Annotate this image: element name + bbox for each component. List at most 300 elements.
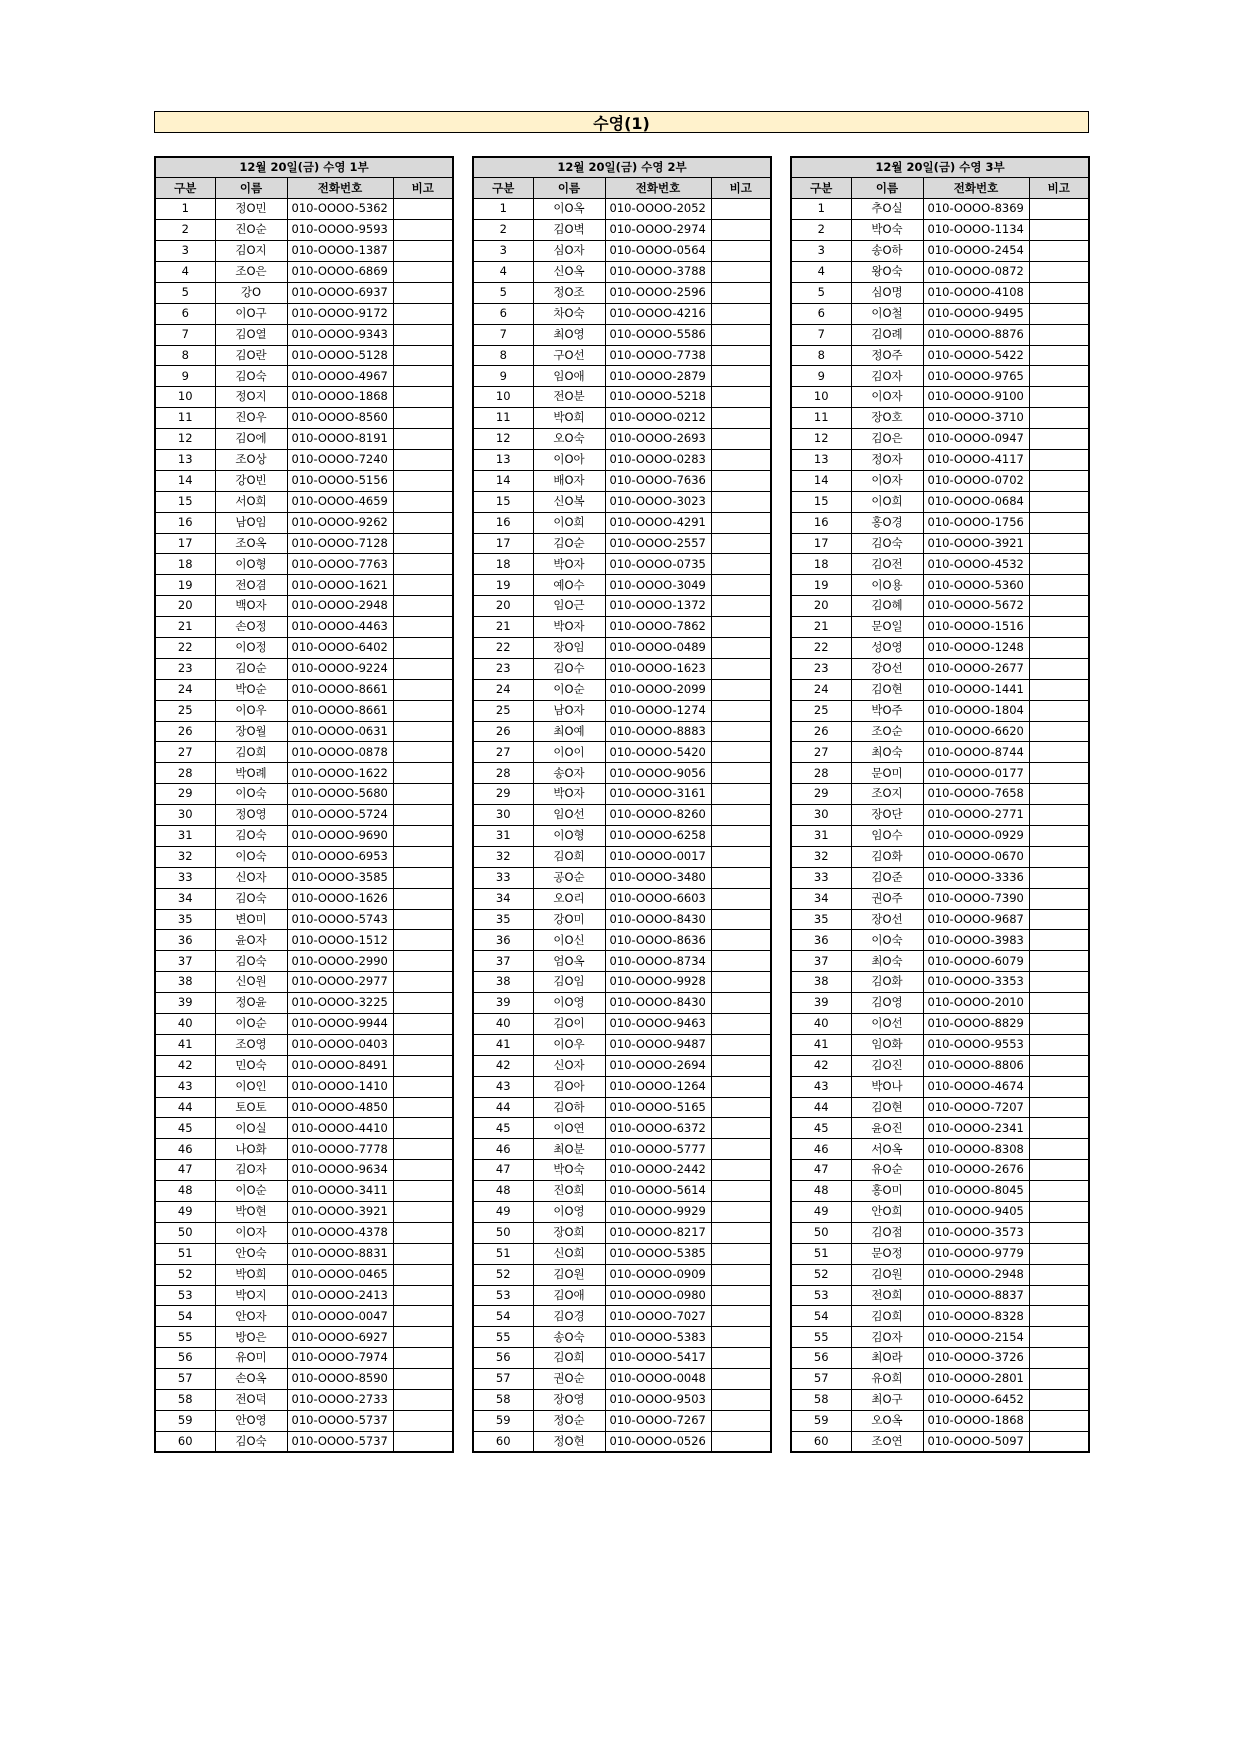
table-row xyxy=(473,1181,771,1202)
phone-number: 010-OOOO-9405 xyxy=(923,1202,1029,1223)
note-cell xyxy=(393,241,453,262)
table-row xyxy=(473,554,771,575)
table-row xyxy=(473,930,771,951)
row-number: 15 xyxy=(473,491,533,512)
phone-number: 010-OOOO-3983 xyxy=(923,930,1029,951)
phone-number: 010-OOOO-0489 xyxy=(605,637,711,658)
row-number: 27 xyxy=(473,742,533,763)
note-cell xyxy=(1029,909,1089,930)
note-cell xyxy=(1029,1390,1089,1411)
row-number: 5 xyxy=(791,282,851,303)
note-cell xyxy=(1029,993,1089,1014)
caption-row xyxy=(791,157,1089,178)
person-name: 박O숙 xyxy=(533,1160,605,1181)
phone-number: 010-OOOO-7267 xyxy=(605,1410,711,1431)
row-number: 32 xyxy=(791,846,851,867)
row-number: 20 xyxy=(473,596,533,617)
person-name: 김O지 xyxy=(215,241,287,262)
row-number: 36 xyxy=(791,930,851,951)
row-number: 11 xyxy=(473,408,533,429)
person-name: 신O옥 xyxy=(533,261,605,282)
note-cell xyxy=(393,1369,453,1390)
table-row xyxy=(473,826,771,847)
table-row xyxy=(155,846,453,867)
note-cell xyxy=(393,930,453,951)
note-cell xyxy=(1029,867,1089,888)
phone-number: 010-OOOO-8260 xyxy=(605,805,711,826)
table-row xyxy=(791,1348,1089,1369)
note-cell xyxy=(711,1034,771,1055)
note-cell xyxy=(1029,387,1089,408)
person-name: 정O영 xyxy=(215,805,287,826)
table-row xyxy=(155,387,453,408)
note-cell xyxy=(1029,1431,1089,1452)
row-number: 2 xyxy=(473,220,533,241)
table-row xyxy=(473,345,771,366)
person-name: 박O자 xyxy=(533,784,605,805)
person-name: 이O희 xyxy=(851,491,923,512)
table-row xyxy=(791,1306,1089,1327)
row-number: 49 xyxy=(155,1202,215,1223)
phone-number: 010-OOOO-8560 xyxy=(287,408,393,429)
phone-number: 010-OOOO-3353 xyxy=(923,972,1029,993)
table-row xyxy=(155,867,453,888)
table-row xyxy=(473,491,771,512)
row-number: 35 xyxy=(473,909,533,930)
person-name: 김O수 xyxy=(533,658,605,679)
phone-number: 010-OOOO-6927 xyxy=(287,1327,393,1348)
phone-number: 010-OOOO-2010 xyxy=(923,993,1029,1014)
phone-number: 010-OOOO-9495 xyxy=(923,303,1029,324)
row-number: 42 xyxy=(473,1055,533,1076)
note-cell xyxy=(711,554,771,575)
phone-number: 010-OOOO-0564 xyxy=(605,241,711,262)
phone-number: 010-OOOO-9687 xyxy=(923,909,1029,930)
table-row xyxy=(473,867,771,888)
person-name: 임O선 xyxy=(533,805,605,826)
note-cell xyxy=(711,470,771,491)
note-cell xyxy=(393,261,453,282)
person-name: 이O순 xyxy=(215,1181,287,1202)
table-row xyxy=(155,1202,453,1223)
row-number: 8 xyxy=(473,345,533,366)
phone-number: 010-OOOO-3726 xyxy=(923,1348,1029,1369)
note-cell xyxy=(393,826,453,847)
note-cell xyxy=(393,888,453,909)
row-number: 9 xyxy=(473,366,533,387)
person-name: 이O자 xyxy=(851,387,923,408)
phone-number: 010-OOOO-2677 xyxy=(923,658,1029,679)
row-number: 28 xyxy=(473,763,533,784)
table-row xyxy=(791,1097,1089,1118)
phone-number: 010-OOOO-9172 xyxy=(287,303,393,324)
phone-number: 010-OOOO-0670 xyxy=(923,846,1029,867)
phone-number: 010-OOOO-5777 xyxy=(605,1139,711,1160)
row-number: 29 xyxy=(791,784,851,805)
note-cell xyxy=(393,1348,453,1369)
table-row xyxy=(473,1222,771,1243)
table-row xyxy=(473,199,771,220)
table-row xyxy=(155,805,453,826)
header-row xyxy=(791,178,1089,199)
row-number: 43 xyxy=(155,1076,215,1097)
phone-number: 010-OOOO-3585 xyxy=(287,867,393,888)
person-name: 안O영 xyxy=(215,1410,287,1431)
person-name: 박O희 xyxy=(215,1264,287,1285)
note-cell xyxy=(1029,512,1089,533)
row-number: 33 xyxy=(473,867,533,888)
row-number: 34 xyxy=(473,888,533,909)
table-row xyxy=(791,846,1089,867)
person-name: 김O전 xyxy=(851,554,923,575)
person-name: 이O이 xyxy=(533,742,605,763)
phone-number: 010-OOOO-9593 xyxy=(287,220,393,241)
person-name: 안O숙 xyxy=(215,1243,287,1264)
note-cell xyxy=(393,303,453,324)
table-row xyxy=(791,993,1089,1014)
note-cell xyxy=(393,617,453,638)
note-cell xyxy=(711,1348,771,1369)
row-number: 37 xyxy=(791,951,851,972)
person-name: 김O화 xyxy=(851,972,923,993)
row-number: 12 xyxy=(155,429,215,450)
note-cell xyxy=(393,742,453,763)
phone-number: 010-OOOO-0465 xyxy=(287,1264,393,1285)
phone-number: 010-OOOO-4117 xyxy=(923,449,1029,470)
note-cell xyxy=(393,554,453,575)
note-cell xyxy=(1029,324,1089,345)
phone-number: 010-OOOO-1264 xyxy=(605,1076,711,1097)
table-row xyxy=(791,930,1089,951)
table-row xyxy=(473,408,771,429)
person-name: 정O지 xyxy=(215,387,287,408)
table-row xyxy=(791,575,1089,596)
person-name: 안O희 xyxy=(851,1202,923,1223)
phone-number: 010-OOOO-5128 xyxy=(287,345,393,366)
row-number: 4 xyxy=(155,261,215,282)
table-row xyxy=(791,951,1089,972)
row-number: 6 xyxy=(155,303,215,324)
note-cell xyxy=(711,1431,771,1452)
table-row xyxy=(791,700,1089,721)
phone-number: 010-OOOO-5422 xyxy=(923,345,1029,366)
person-name: 전O덕 xyxy=(215,1390,287,1411)
table-row xyxy=(155,888,453,909)
row-number: 60 xyxy=(473,1431,533,1452)
phone-number: 010-OOOO-8369 xyxy=(923,199,1029,220)
phone-number: 010-OOOO-4674 xyxy=(923,1076,1029,1097)
row-number: 51 xyxy=(791,1243,851,1264)
note-cell xyxy=(393,763,453,784)
row-number: 14 xyxy=(155,470,215,491)
person-name: 전O겸 xyxy=(215,575,287,596)
table-row xyxy=(791,261,1089,282)
row-number: 28 xyxy=(155,763,215,784)
note-cell xyxy=(711,784,771,805)
phone-number: 010-OOOO-7390 xyxy=(923,888,1029,909)
row-number: 14 xyxy=(791,470,851,491)
table-row xyxy=(473,1139,771,1160)
row-number: 30 xyxy=(473,805,533,826)
row-number: 5 xyxy=(155,282,215,303)
note-cell xyxy=(1029,1369,1089,1390)
note-cell xyxy=(1029,1327,1089,1348)
note-cell xyxy=(393,491,453,512)
row-number: 10 xyxy=(155,387,215,408)
note-cell xyxy=(711,888,771,909)
row-number: 22 xyxy=(473,637,533,658)
row-number: 54 xyxy=(155,1306,215,1327)
note-cell xyxy=(393,1202,453,1223)
phone-number: 010-OOOO-1621 xyxy=(287,575,393,596)
table-row xyxy=(791,429,1089,450)
row-number: 13 xyxy=(473,449,533,470)
note-cell xyxy=(1029,742,1089,763)
row-number: 50 xyxy=(473,1222,533,1243)
note-cell xyxy=(711,220,771,241)
person-name: 조O지 xyxy=(851,784,923,805)
table-row xyxy=(155,1264,453,1285)
note-cell xyxy=(711,1055,771,1076)
caption-row xyxy=(155,157,453,178)
table-row xyxy=(791,533,1089,554)
note-cell xyxy=(711,596,771,617)
note-cell xyxy=(711,1369,771,1390)
person-name: 김O원 xyxy=(533,1264,605,1285)
row-number: 38 xyxy=(791,972,851,993)
row-number: 39 xyxy=(155,993,215,1014)
note-cell xyxy=(711,1285,771,1306)
phone-number: 010-OOOO-1626 xyxy=(287,888,393,909)
person-name: 정O윤 xyxy=(215,993,287,1014)
row-number: 6 xyxy=(473,303,533,324)
table-row xyxy=(791,199,1089,220)
note-cell xyxy=(393,345,453,366)
note-cell xyxy=(1029,261,1089,282)
phone-number: 010-OOOO-2948 xyxy=(287,596,393,617)
note-cell xyxy=(1029,763,1089,784)
person-name: 이O영 xyxy=(533,993,605,1014)
phone-number: 010-OOOO-3336 xyxy=(923,867,1029,888)
phone-number: 010-OOOO-1756 xyxy=(923,512,1029,533)
note-cell xyxy=(711,1306,771,1327)
header-note: 비고 xyxy=(1029,178,1089,199)
person-name: 최O영 xyxy=(533,324,605,345)
person-name: 문O미 xyxy=(851,763,923,784)
note-cell xyxy=(1029,1285,1089,1306)
person-name: 홍O경 xyxy=(851,512,923,533)
table-row xyxy=(791,512,1089,533)
phone-number: 010-OOOO-2879 xyxy=(605,366,711,387)
row-number: 16 xyxy=(791,512,851,533)
table-row xyxy=(155,1306,453,1327)
phone-number: 010-OOOO-8308 xyxy=(923,1139,1029,1160)
person-name: 문O정 xyxy=(851,1243,923,1264)
person-name: 신O복 xyxy=(533,491,605,512)
row-number: 25 xyxy=(791,700,851,721)
person-name: 최O예 xyxy=(533,721,605,742)
table-row xyxy=(791,1160,1089,1181)
table-row xyxy=(473,1285,771,1306)
table-row xyxy=(155,1097,453,1118)
person-name: 김O점 xyxy=(851,1222,923,1243)
person-name: 나O화 xyxy=(215,1139,287,1160)
header-note: 비고 xyxy=(711,178,771,199)
person-name: 김O영 xyxy=(851,993,923,1014)
note-cell xyxy=(393,512,453,533)
phone-number: 010-OOOO-0017 xyxy=(605,846,711,867)
row-number: 51 xyxy=(155,1243,215,1264)
note-cell xyxy=(711,303,771,324)
person-name: 박O숙 xyxy=(851,220,923,241)
person-name: 김O자 xyxy=(851,1327,923,1348)
phone-number: 010-OOOO-8806 xyxy=(923,1055,1029,1076)
note-cell xyxy=(711,826,771,847)
person-name: 이O실 xyxy=(215,1118,287,1139)
person-name: 최O분 xyxy=(533,1139,605,1160)
table-row xyxy=(473,429,771,450)
row-number: 34 xyxy=(791,888,851,909)
table-row xyxy=(155,1160,453,1181)
table-row xyxy=(155,909,453,930)
caption-row xyxy=(473,157,771,178)
person-name: 박O나 xyxy=(851,1076,923,1097)
row-number: 56 xyxy=(473,1348,533,1369)
person-name: 이O인 xyxy=(215,1076,287,1097)
table-row xyxy=(155,742,453,763)
note-cell xyxy=(393,387,453,408)
row-number: 47 xyxy=(155,1160,215,1181)
table-row xyxy=(473,324,771,345)
table-row xyxy=(473,449,771,470)
note-cell xyxy=(1029,303,1089,324)
person-name: 진O우 xyxy=(215,408,287,429)
phone-number: 010-OOOO-2454 xyxy=(923,241,1029,262)
table-row xyxy=(791,554,1089,575)
table-row xyxy=(155,1014,453,1035)
person-name: 오O숙 xyxy=(533,429,605,450)
person-name: 신O희 xyxy=(533,1243,605,1264)
phone-number: 010-OOOO-8744 xyxy=(923,742,1029,763)
note-cell xyxy=(393,1431,453,1452)
row-number: 15 xyxy=(791,491,851,512)
person-name: 김O화 xyxy=(851,846,923,867)
phone-number: 010-OOOO-8831 xyxy=(287,1243,393,1264)
phone-number: 010-OOOO-9100 xyxy=(923,387,1029,408)
phone-number: 010-OOOO-0980 xyxy=(605,1285,711,1306)
phone-number: 010-OOOO-2676 xyxy=(923,1160,1029,1181)
note-cell xyxy=(393,1139,453,1160)
note-cell xyxy=(711,805,771,826)
row-number: 58 xyxy=(155,1390,215,1411)
row-number: 46 xyxy=(473,1139,533,1160)
note-cell xyxy=(393,1181,453,1202)
table-row xyxy=(791,387,1089,408)
note-cell xyxy=(393,1076,453,1097)
row-number: 24 xyxy=(791,679,851,700)
note-cell xyxy=(711,533,771,554)
row-number: 29 xyxy=(473,784,533,805)
person-name: 성O영 xyxy=(851,637,923,658)
note-cell xyxy=(1029,1181,1089,1202)
table-row xyxy=(155,303,453,324)
note-cell xyxy=(393,972,453,993)
note-cell xyxy=(711,1181,771,1202)
session-table-2 xyxy=(472,156,772,1453)
person-name: 김O원 xyxy=(851,1264,923,1285)
row-number: 40 xyxy=(473,1014,533,1035)
phone-number: 010-OOOO-3161 xyxy=(605,784,711,805)
row-number: 8 xyxy=(791,345,851,366)
note-cell xyxy=(711,721,771,742)
note-cell xyxy=(1029,1306,1089,1327)
person-name: 장O영 xyxy=(533,1390,605,1411)
note-cell xyxy=(393,1243,453,1264)
table-row xyxy=(473,1410,771,1431)
note-cell xyxy=(711,324,771,345)
person-name: 이O우 xyxy=(215,700,287,721)
table-row xyxy=(791,1181,1089,1202)
person-name: 박O현 xyxy=(215,1202,287,1223)
phone-number: 010-OOOO-8876 xyxy=(923,324,1029,345)
table-row xyxy=(473,1348,771,1369)
row-number: 44 xyxy=(473,1097,533,1118)
phone-number: 010-OOOO-3921 xyxy=(923,533,1029,554)
phone-number: 010-OOOO-5614 xyxy=(605,1181,711,1202)
person-name: 조O은 xyxy=(215,261,287,282)
note-cell xyxy=(393,846,453,867)
phone-number: 010-OOOO-3023 xyxy=(605,491,711,512)
session-caption: 12월 20일(금) 수영 1부 xyxy=(155,157,453,178)
table-row xyxy=(155,1285,453,1306)
header-name: 이름 xyxy=(851,178,923,199)
row-number: 21 xyxy=(791,617,851,638)
row-number: 25 xyxy=(155,700,215,721)
table-row xyxy=(473,763,771,784)
row-number: 34 xyxy=(155,888,215,909)
table-row xyxy=(155,826,453,847)
person-name: 조O옥 xyxy=(215,533,287,554)
header-row xyxy=(473,178,771,199)
person-name: 심O자 xyxy=(533,241,605,262)
table-row xyxy=(791,1139,1089,1160)
phone-number: 010-OOOO-7240 xyxy=(287,449,393,470)
row-number: 14 xyxy=(473,470,533,491)
table-row xyxy=(473,303,771,324)
person-name: 김O준 xyxy=(851,867,923,888)
note-cell xyxy=(711,763,771,784)
table-row xyxy=(791,763,1089,784)
table-row xyxy=(473,1264,771,1285)
person-name: 정O순 xyxy=(533,1410,605,1431)
note-cell xyxy=(1029,784,1089,805)
header-note: 비고 xyxy=(393,178,453,199)
row-number: 10 xyxy=(473,387,533,408)
note-cell xyxy=(1029,1410,1089,1431)
person-name: 김O숙 xyxy=(215,1431,287,1452)
row-number: 23 xyxy=(791,658,851,679)
row-number: 7 xyxy=(791,324,851,345)
row-number: 23 xyxy=(473,658,533,679)
phone-number: 010-OOOO-9343 xyxy=(287,324,393,345)
person-name: 김O숙 xyxy=(215,366,287,387)
table-row xyxy=(791,721,1089,742)
header-phone: 전화번호 xyxy=(605,178,711,199)
phone-number: 010-OOOO-5360 xyxy=(923,575,1029,596)
phone-number: 010-OOOO-9779 xyxy=(923,1243,1029,1264)
person-name: 백O자 xyxy=(215,596,287,617)
person-name: 변O미 xyxy=(215,909,287,930)
